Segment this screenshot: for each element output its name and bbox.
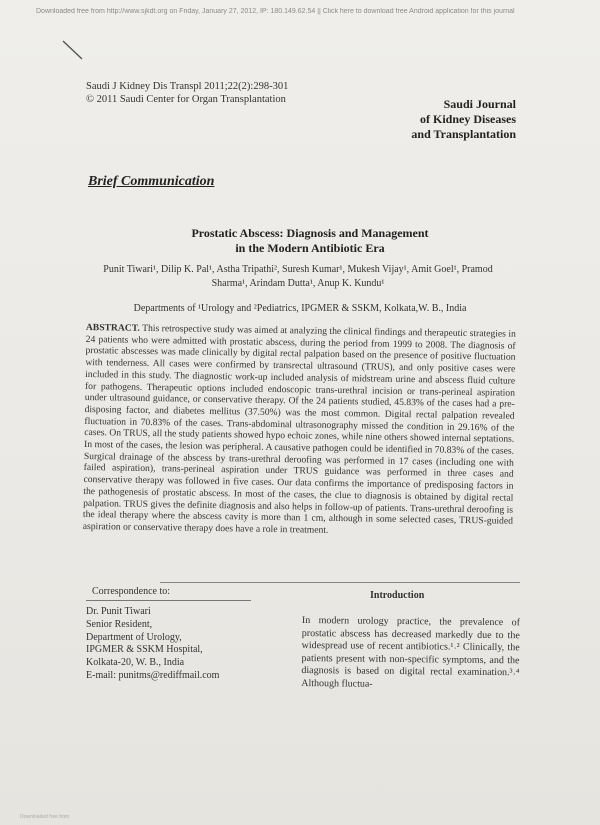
journal-name-line: Saudi Journal xyxy=(443,97,516,111)
affiliation: Departments of ¹Urology and ²Pediatrics, IPGMER & SSKM, Kolkata,W. B., India xyxy=(133,303,467,314)
correspondent-email[interactable]: E-mail: punitms@rediffmail.com xyxy=(86,669,220,681)
copyright-line: © 2011 Saudi Center for Organ Transplantation xyxy=(86,94,286,105)
journal-name-line: of Kidney Diseases xyxy=(420,112,516,126)
pen-mark xyxy=(62,40,86,64)
journal-name xyxy=(380,97,516,142)
citation-line: Saudi J Kidney Dis Transpl 2011;22(2):298-301 xyxy=(86,81,289,92)
abstract-label: ABSTRACT. xyxy=(85,322,140,334)
correspondence-heading: Correspondence to: xyxy=(92,586,171,597)
correspondent-address: Kolkata-20, W. B., India xyxy=(86,657,185,669)
introduction-body: In modern urology practice, the prevalence of prostatic abscess has decreased markedly due to the widespread use of recent antibiotics.¹˒² Clinically, the patients present with non-specific symptoms, and the diagnosis is based on digital rectal examination.³˒⁴ Although fluctua- xyxy=(301,615,520,690)
author-line: Punit Tiwari¹, Dilip K. Pal¹, Astha Tripathi², Suresh Kumar¹, Mukesh Vijay¹, Amit Goel¹, Pramod xyxy=(103,264,493,275)
correspondent-name: Dr. Punit Tiwari xyxy=(86,606,151,617)
article-title xyxy=(120,226,500,256)
citation-block xyxy=(86,80,288,106)
author-list xyxy=(88,263,508,291)
abstract xyxy=(83,322,516,539)
correspondence-block xyxy=(86,606,219,683)
title-line: in the Modern Antibiotic Era xyxy=(235,241,385,255)
footer-note: Downloaded free from xyxy=(20,814,70,820)
author-line: Sharma¹, Arindam Dutta¹, Anup K. Kundu¹ xyxy=(211,278,385,289)
introduction-heading: Introduction xyxy=(370,590,425,601)
section-label: Brief Communication xyxy=(88,174,215,189)
download-banner[interactable]: Downloaded free from http://www.sjkdt.org on Friday, January 27, 2012, IP: 180.149.62.54 || Click here to download free Android application for this journal xyxy=(36,8,515,15)
correspondent-department: Department of Urology, xyxy=(86,631,182,643)
divider xyxy=(160,582,520,583)
correspondence-divider xyxy=(86,600,251,601)
journal-name-line: and Transplantation xyxy=(411,127,516,141)
correspondent-position: Senior Resident, xyxy=(86,618,153,630)
correspondent-hospital: IPGMER & SSKM Hospital, xyxy=(86,644,203,656)
abstract-body: This retrospective study was aimed at analyzing the clinical findings and therapeutic strategies in 24 patients who were admitted with prostatic abscess, during the period from 1999 to 2008. The diagnosis of prostatic abscesses was made clinically by digital rectal palpation based on the presence of positive fluctuation with tenderness. All cases were confirmed by transrectal ultrasound (TRUS), and only positive cases were included in this study. The diagnostic work-up included analysis of midstream urine and abscess fluid culture for pathogens. Therapeutic options included endoscopic trans-urethral incision or trans-perineal aspiration under ultrasound guidance, or conservative therapy. Of the 24 patients studied, 45.83% of the cases had a pre-disposing factor, and diabetes mellitus (37.50%) was the most common. Digital rectal palpation revealed fluctuation in 70.83% of the cases. Trans-abdominal ultrasonography missed the condition in 29.16% of the cases. On TRUS, all the study patients showed hypo echoic zones, while nine others showed internal septations. In most of the cases, the lesion was peripheral. A causative pathogen could be identified in 70.83% of the cases. Surgical drainage of the abscess by trans-urethral deroofing was performed in 17 cases (including one with failed aspiration), trans-perineal aspiration under TRUS guidance was performed in three cases and conservative therapy was followed in five cases. Our data confirms the importance of predisposing factors in the pathogenesis of prostatic abscess. In most of the cases, the clue to diagnosis is obtained by digital rectal palpation. TRUS gives the definite diagnosis and also helps in follow-up of patients. Trans-urethral deroofing is the ideal therapy where the abscess cavity is more than 1 cm, although in some selected cases, TRUS-guided aspiration or conservative therapy does have a role in treatment. xyxy=(82,322,516,536)
title-line: Prostatic Abscess: Diagnosis and Management xyxy=(191,226,429,240)
